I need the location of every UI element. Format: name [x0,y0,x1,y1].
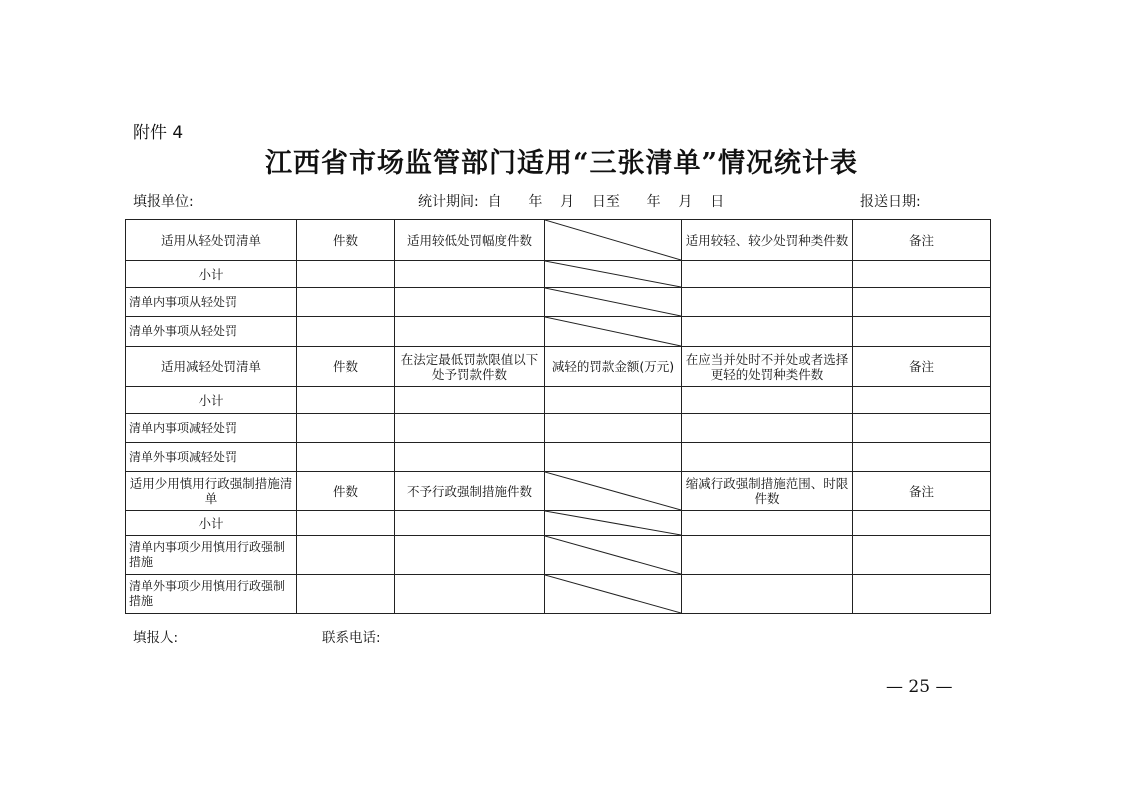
section-header-cell: 适用少用慎用行政强制措施清单 [126,472,297,511]
data-cell[interactable] [682,414,853,443]
section-header-cell: 缩减行政强制措施范围、时限件数 [682,472,853,511]
table-row [126,317,991,347]
section-header-cell: 备注 [853,472,991,511]
section-header-cell: 件数 [297,347,395,387]
data-cell[interactable] [853,414,991,443]
data-cell[interactable] [395,317,545,347]
row-label: 清单外事项从轻处罚 [126,317,297,347]
row-label: 清单内事项少用慎用行政强制措施 [126,536,297,575]
attachment-label: 附件 4 [133,123,184,143]
data-cell[interactable] [297,414,395,443]
row-label: 清单内事项减轻处罚 [126,414,297,443]
subtotal-label: 小计 [126,261,297,288]
diagonal-cell [545,536,682,575]
diagonal-cell [545,317,682,347]
data-cell[interactable] [853,317,991,347]
data-cell[interactable] [297,575,395,614]
diagonal-slash-line [545,220,681,260]
statistics-table-body [126,220,991,614]
data-cell[interactable] [395,414,545,443]
section-header-cell: 减轻的罚款金额(万元) [545,347,682,387]
data-cell[interactable] [682,443,853,472]
data-cell[interactable] [853,536,991,575]
section-header-cell: 件数 [297,472,395,511]
data-cell[interactable] [297,317,395,347]
section-header-cell: 件数 [297,220,395,261]
table-row [126,288,991,317]
section-header-row [126,220,991,261]
table-row [126,536,991,575]
diagonal-slash-line [545,317,681,346]
diagonal-cell [545,288,682,317]
table-row [126,443,991,472]
data-cell[interactable] [853,387,991,414]
diagonal-cell [545,511,682,536]
report-date-label: 报送日期: [860,194,921,210]
row-label: 清单内事项从轻处罚 [126,288,297,317]
diagonal-slash-line [545,288,681,316]
data-cell[interactable] [853,288,991,317]
reporting-unit-label: 填报单位: [133,194,194,210]
data-cell[interactable] [297,288,395,317]
data-cell[interactable] [853,261,991,288]
diagonal-cell [545,575,682,614]
diagonal-slash-line [545,472,681,510]
table-row [126,261,991,288]
data-cell[interactable] [297,443,395,472]
data-cell[interactable] [297,387,395,414]
section-header-cell: 适用较轻、较少处罚种类件数 [682,220,853,261]
section-header-cell: 在法定最低罚款限值以下处予罚款件数 [395,347,545,387]
filler-label: 填报人: [133,630,179,646]
data-cell[interactable] [853,443,991,472]
section-header-cell: 备注 [853,220,991,261]
data-cell[interactable] [297,536,395,575]
data-cell[interactable] [545,443,682,472]
table-row [126,414,991,443]
document-title: 江西省市场监管部门适用“三张清单”情况统计表 [264,148,859,179]
header-diagonal-cell [545,472,682,511]
section-header-cell: 适用较低处罚幅度件数 [395,220,545,261]
data-cell[interactable] [682,511,853,536]
table-row [126,387,991,414]
data-cell[interactable] [682,288,853,317]
data-cell[interactable] [682,317,853,347]
data-cell[interactable] [395,443,545,472]
statistics-period-label: 统计期间: 自 年 月 日至 年 月 日 [418,194,725,210]
diagonal-slash-line [545,511,681,535]
subtotal-label: 小计 [126,511,297,536]
data-cell[interactable] [682,261,853,288]
contact-phone-label: 联系电话: [322,630,381,646]
data-cell[interactable] [395,536,545,575]
diagonal-slash-line [545,575,681,613]
data-cell[interactable] [395,387,545,414]
data-cell[interactable] [545,387,682,414]
section-header-row [126,472,991,511]
table-row [126,511,991,536]
row-label: 清单外事项少用慎用行政强制措施 [126,575,297,614]
diagonal-cell [545,261,682,288]
data-cell[interactable] [853,511,991,536]
data-cell[interactable] [682,387,853,414]
data-cell[interactable] [395,575,545,614]
data-cell[interactable] [395,288,545,317]
data-cell[interactable] [545,414,682,443]
diagonal-slash-line [545,536,681,574]
data-cell[interactable] [395,261,545,288]
section-header-row [126,347,991,387]
diagonal-slash-line [545,261,681,287]
data-cell[interactable] [297,261,395,288]
table-row [126,575,991,614]
section-header-cell: 适用减轻处罚清单 [126,347,297,387]
header-diagonal-cell [545,220,682,261]
section-header-cell: 不予行政强制措施件数 [395,472,545,511]
data-cell[interactable] [395,511,545,536]
section-header-cell: 在应当并处时不并处或者选择更轻的处罚种类件数 [682,347,853,387]
section-header-cell: 适用从轻处罚清单 [126,220,297,261]
section-header-cell: 备注 [853,347,991,387]
data-cell[interactable] [297,511,395,536]
row-label: 清单外事项减轻处罚 [126,443,297,472]
data-cell[interactable] [853,575,991,614]
data-cell[interactable] [682,575,853,614]
page-number: — 25 — [886,677,953,697]
data-cell[interactable] [682,536,853,575]
statistics-table [125,219,991,614]
subtotal-label: 小计 [126,387,297,414]
